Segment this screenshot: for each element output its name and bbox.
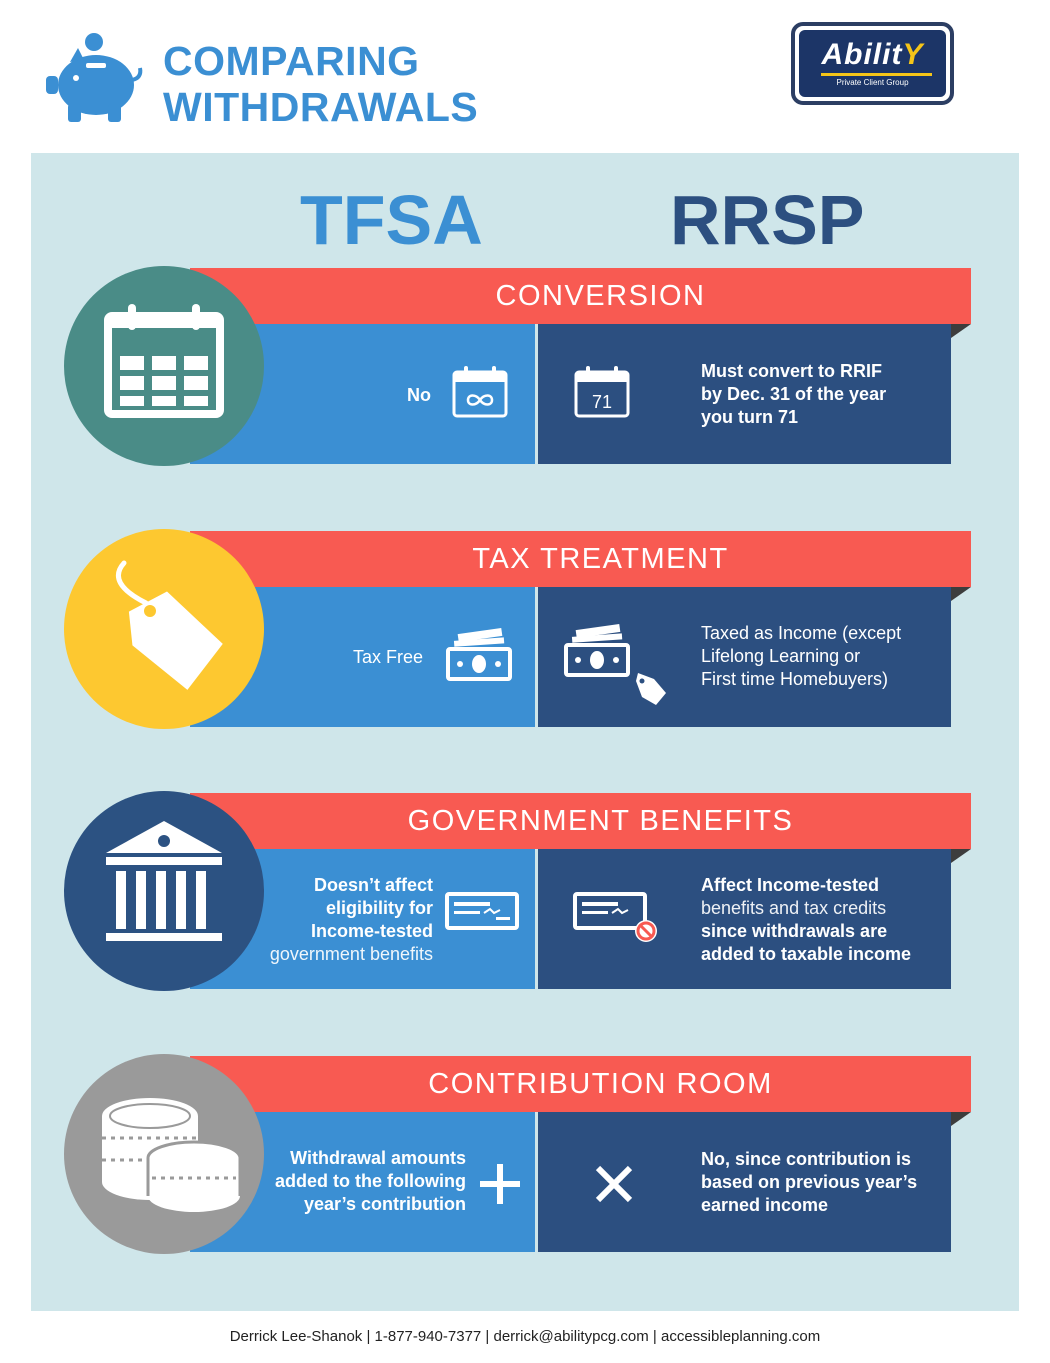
rrsp-text xyxy=(701,622,901,691)
column-heading-rrsp: RRSP xyxy=(670,181,865,259)
rrsp-text-line: you turn 71 xyxy=(701,407,799,427)
section-government-benefits xyxy=(0,793,1050,1003)
logo-word-main: Abilit xyxy=(821,38,903,71)
footer-contact: Derrick Lee-Shanok | 1-877-940-7377 | derrick@abilitypcg.com | accessibleplanning.com xyxy=(229,1328,821,1345)
rrsp-text xyxy=(701,360,886,429)
logo-wordmark xyxy=(799,38,946,72)
section-tax-treatment xyxy=(0,531,1050,741)
rrsp-text xyxy=(701,1148,917,1217)
coins-icon xyxy=(64,1054,264,1254)
section-icon-circle xyxy=(64,1054,264,1254)
rrsp-text-line: No, since contribution is xyxy=(701,1149,912,1169)
rrsp-cell xyxy=(538,324,951,464)
section-banner: CONTRIBUTION ROOM xyxy=(190,1056,971,1112)
rrsp-cell xyxy=(538,587,951,727)
banner-fold xyxy=(951,587,971,601)
piggy-bank-icon xyxy=(44,30,144,125)
section-icon-circle xyxy=(64,791,264,991)
tfsa-text-line: year’s contribution xyxy=(303,1194,466,1214)
plus-icon xyxy=(478,1162,522,1206)
tfsa-text xyxy=(275,1147,466,1216)
logo-underline xyxy=(821,73,932,76)
tfsa-text-line: Income-tested xyxy=(310,921,433,941)
section-icon-circle xyxy=(64,529,264,729)
calendar-infinity-icon xyxy=(452,364,508,420)
section-banner: CONVERSION xyxy=(190,268,971,324)
bank-building-icon xyxy=(64,791,264,991)
section-icon-circle xyxy=(64,266,264,466)
rrsp-cell xyxy=(538,849,951,989)
rrsp-text-line: Lifelong Learning or xyxy=(701,646,861,666)
rrsp-cell xyxy=(538,1112,951,1252)
x-icon xyxy=(594,1164,634,1204)
column-heading-tfsa: TFSA xyxy=(300,181,483,259)
tfsa-text: No xyxy=(407,385,431,405)
logo-badge xyxy=(799,30,946,97)
cheque-blocked-icon xyxy=(572,891,662,947)
calendar-71-icon xyxy=(574,364,630,420)
page-title xyxy=(163,38,478,130)
rrsp-text-line: earned income xyxy=(701,1195,829,1215)
tfsa-text-line: government benefits xyxy=(269,944,433,964)
tfsa-text: Tax Free xyxy=(352,647,423,667)
title-line-2: WITHDRAWALS xyxy=(163,84,479,130)
rrsp-text-line: by Dec. 31 of the year xyxy=(701,384,887,404)
rrsp-text xyxy=(701,874,911,966)
tfsa-text-line: Doesn’t affect xyxy=(313,875,433,895)
logo-subtitle: Private Client Group xyxy=(836,78,909,87)
tfsa-text-line: added to the following xyxy=(275,1171,466,1191)
banner-fold xyxy=(951,324,971,338)
rrsp-text-line: based on previous year’s xyxy=(701,1172,918,1192)
logo-word-end: Y xyxy=(902,38,924,71)
section-conversion xyxy=(0,268,1050,478)
rrsp-text-line: added to taxable income xyxy=(701,944,912,964)
taxed-cash-icon xyxy=(562,623,672,707)
calendar-71-label: 71 xyxy=(591,392,613,412)
rrsp-text-line: benefits and tax credits xyxy=(701,898,887,918)
cheque-icon xyxy=(444,891,520,931)
cash-icon xyxy=(444,627,516,683)
tfsa-text-line: Withdrawal amounts xyxy=(290,1148,466,1168)
rrsp-text-line: since withdrawals are xyxy=(701,921,888,941)
ability-logo xyxy=(791,22,954,105)
rrsp-text-line: Affect Income-tested xyxy=(701,875,880,895)
section-contribution-room xyxy=(0,1056,1050,1266)
rrsp-text-line: First time Homebuyers) xyxy=(701,669,889,689)
section-banner: TAX TREATMENT xyxy=(190,531,971,587)
banner-fold xyxy=(951,1112,971,1126)
section-banner: GOVERNMENT BENEFITS xyxy=(190,793,971,849)
rrsp-text-line: Taxed as Income (except xyxy=(701,623,902,643)
tfsa-text-line: eligibility for xyxy=(325,898,433,918)
calendar-icon xyxy=(64,266,264,466)
title-line-1: COMPARING xyxy=(163,38,420,84)
price-tag-icon xyxy=(64,529,264,729)
rrsp-text-line: Must convert to RRIF xyxy=(701,361,883,381)
page-header xyxy=(0,0,1050,150)
tfsa-text xyxy=(270,874,433,966)
banner-fold xyxy=(951,849,971,863)
